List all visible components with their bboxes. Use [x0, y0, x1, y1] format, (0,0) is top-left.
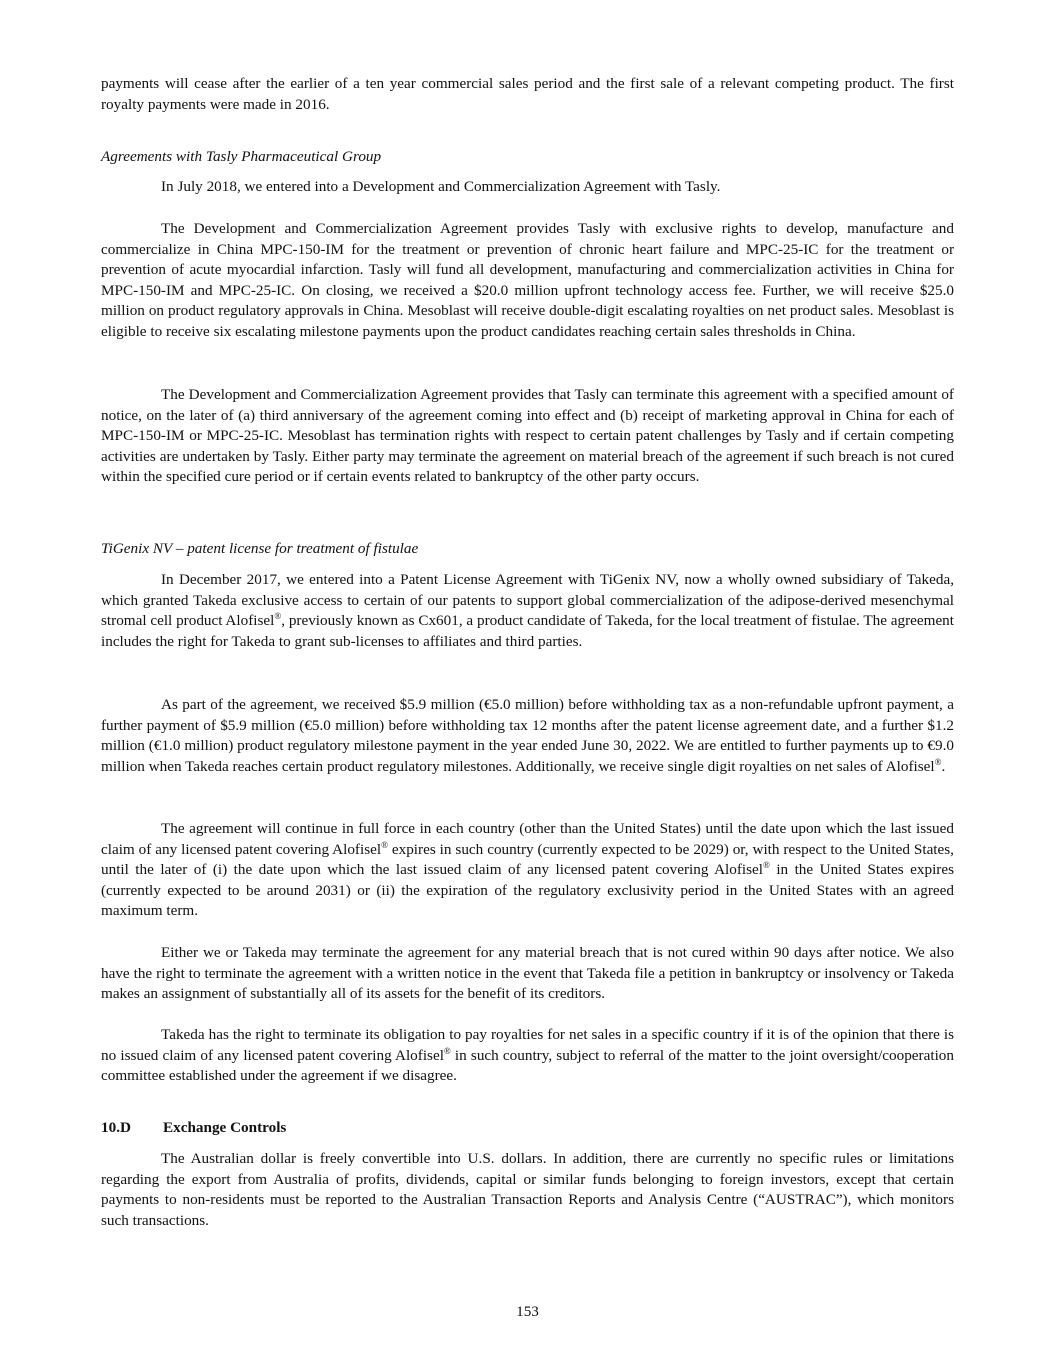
- paragraph-tigenix-term: [101, 819, 954, 922]
- text: , previously known as Cx601, a product candidate of Takeda, for the local treatment of fistulae. The agreement includes the right for Takeda to grant sub-licenses to affiliates and third parties.: [101, 612, 954, 650]
- text: In December 2017, we entered into a Patent License Agreement with TiGenix NV, now a wholly owned subsidiary of Takeda, which granted Takeda exclusive access to certain of our patents to support global commercialization of the adipose-derived mesenchymal stromal cell product Alofisel: [101, 571, 954, 630]
- paragraph-tasly-intro: In July 2018, we entered into a Development and Commercialization Agreement with Tasly.: [161, 178, 721, 195]
- registered-mark: ®: [443, 1045, 451, 1056]
- paragraph-tigenix-royalties: [101, 1025, 954, 1087]
- page-number: 153: [516, 1303, 539, 1320]
- paragraph-tigenix-payments: [101, 695, 954, 777]
- paragraph-royalty-end: payments will cease after the earlier of a ten year commercial sales period and the first sale of a relevant competing product. The first royalty payments were made in 2016.: [101, 75, 954, 113]
- registered-mark: ®: [381, 839, 388, 850]
- paragraph-tigenix-intro: [101, 570, 954, 652]
- paragraph-tigenix-breach: Either we or Takeda may terminate the agreement for any material breach that is not cured within 90 days after notice. We also have the right to terminate the agreement with a written notice in the event that Takeda file a petition in bankruptcy or insolvency or Takeda makes an assignment of substantially all of its assets for the benefit of its creditors.: [101, 944, 954, 1003]
- text: expires in such country (currently expected to be 2029) or, with respect to the United States, until the later of (i) the date upon which the last issued claim of any licensed patent covering Alofisel: [101, 840, 954, 879]
- text: in the United States expires (currently expected to be around 2031) or (ii) the expiration of the regulatory exclusivity period in the United States with an agreed maximum term.: [101, 861, 954, 920]
- heading-tasly: Agreements with Tasly Pharmaceutical Group: [101, 148, 382, 165]
- registered-mark: ®: [763, 860, 770, 871]
- text: .: [941, 757, 946, 775]
- heading-tigenix: TiGenix NV – patent license for treatment of fistulae: [101, 540, 419, 557]
- heading-exchange-controls: [101, 1118, 954, 1139]
- paragraph-exchange-controls: The Australian dollar is freely convertible into U.S. dollars. In addition, there are currently no specific rules or limitations regarding the export from Australia of profits, dividends, capital or similar funds belonging to foreign investors, except that certain payments to non-residents must be reported to the Australian Transaction Reports and Analysis Centre (“AUSTRAC”), which monitors such transactions.: [101, 1150, 954, 1229]
- text: Takeda has the right to terminate its obligation to pay royalties for net sales in a specific country if it is of the opinion that there is no issued claim of any licensed patent covering Alofisel: [101, 1026, 954, 1064]
- paragraph-tasly-termination: The Development and Commercialization Agreement provides that Tasly can terminate this agreement with a specified amount of notice, on the later of (a) third anniversary of the agreement coming into effect and (b) receipt of marketing approval in China for each of MPC-150-IM or MPC-25-IC. Mesoblast has termination rights with respect to certain patent challenges by Tasly and if certain competing activities are undertaken by Tasly. Either party may terminate the agreement on material breach of the agreement if such breach is not cured within the specified cure period or if certain events related to bankruptcy of the other party occurs.: [101, 386, 954, 486]
- paragraph-tasly-rights: The Development and Commercialization Agreement provides Tasly with exclusive rights to develop, manufacture and commercialize in China MPC-150-IM for the treatment or prevention of chronic heart failure and MPC-25-IC for the treatment or prevention of acute myocardial infarction. Tasly will fund all development, manufacturing and commercialization activities in China for MPC-150-IM and MPC-25-IC. On closing, we received a $20.0 million upfront technology access fee. Further, we will receive $25.0 million on product regulatory approvals in China. Mesoblast will receive double-digit escalating royalties on net product sales. Mesoblast is eligible to receive six escalating milestone payments upon the product candidates reaching certain sales thresholds in China.: [101, 220, 954, 340]
- text: As part of the agreement, we received $5.9 million (€5.0 million) before withholding tax as a non-refundable upfront payment, a further payment of $5.9 million (€5.0 million) before withholding tax 12 months after the patent license agreement date, and a further $1.2 million (€1.0 million) product regulatory milestone payment in the year ended June 30, 2022. We are entitled to further payments up to €9.0 million when Takeda reaches certain product regulatory milestones. Additionally, we receive single digit royalties on net sales of Alofisel: [101, 696, 954, 775]
- text: in such country, subject to referral of the matter to the joint oversight/cooperation committee established under the agreement if we disagree.: [101, 1046, 954, 1085]
- section-title: Exchange Controls: [163, 1119, 287, 1136]
- section-number: 10.D: [101, 1119, 131, 1136]
- text: The agreement will continue in full force in each country (other than the United States) until the date upon which the last issued claim of any licensed patent covering Alofisel: [101, 820, 954, 858]
- registered-mark: ®: [934, 756, 942, 767]
- registered-mark: ®: [274, 611, 282, 622]
